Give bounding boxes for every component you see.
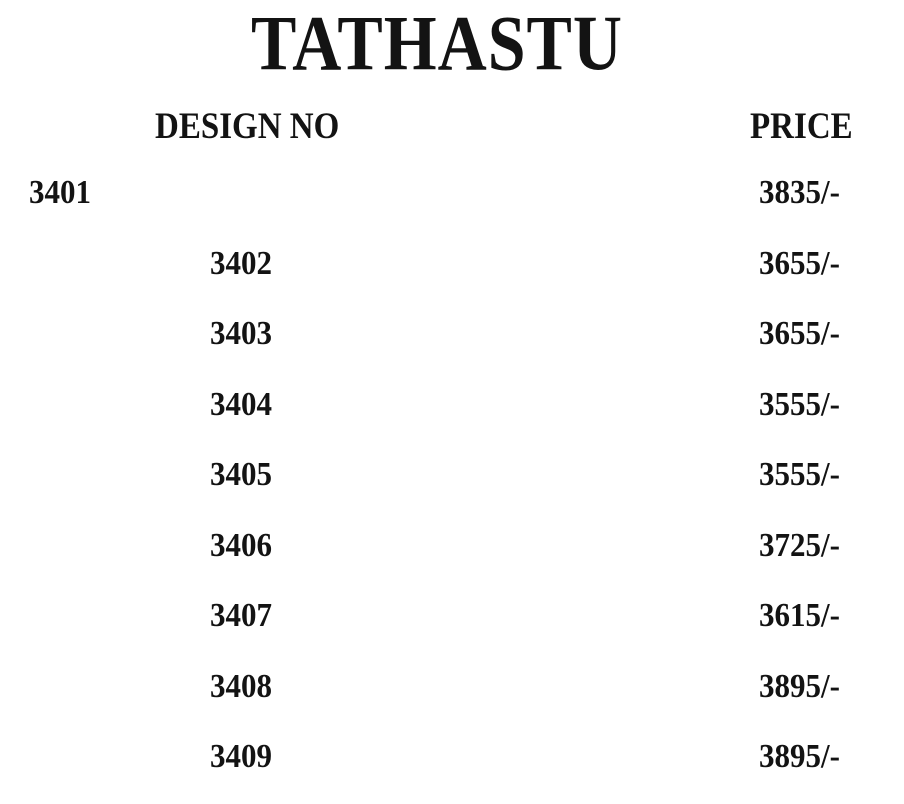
table-row (0, 153, 904, 231)
price-cell: 3895/- (759, 665, 840, 705)
table-row (0, 224, 904, 302)
design-no-cell: 3404 (210, 383, 272, 423)
table-row (0, 576, 904, 654)
price-cell: 3615/- (759, 595, 840, 634)
table-row (0, 294, 904, 372)
price-cell: 3655/- (759, 313, 840, 352)
table-row (0, 365, 904, 443)
price-column-header: PRICE (750, 106, 853, 148)
design-no-cell: 3408 (210, 665, 272, 705)
page-title: TATHASTU (250, 0, 623, 87)
design-no-cell: 3403 (210, 313, 272, 352)
table-row (0, 506, 904, 584)
price-cell: 3725/- (759, 524, 840, 564)
design-no-cell: 3409 (210, 736, 272, 775)
price-table-body (0, 157, 904, 792)
design-no-cell: 3401 (29, 172, 91, 211)
price-cell: 3555/- (759, 383, 840, 423)
price-cell: 3555/- (759, 454, 840, 493)
price-cell: 3895/- (759, 736, 840, 775)
price-cell: 3655/- (759, 242, 840, 282)
design-no-column-header: DESIGN NO (155, 106, 340, 148)
price-cell: 3835/- (759, 172, 840, 211)
design-no-cell: 3402 (210, 242, 272, 282)
table-row (0, 717, 904, 795)
table-row (0, 647, 904, 725)
table-header-row (0, 108, 904, 146)
design-no-cell: 3406 (210, 524, 272, 564)
table-row (0, 435, 904, 513)
design-no-cell: 3407 (210, 595, 272, 634)
design-no-cell: 3405 (210, 454, 272, 493)
